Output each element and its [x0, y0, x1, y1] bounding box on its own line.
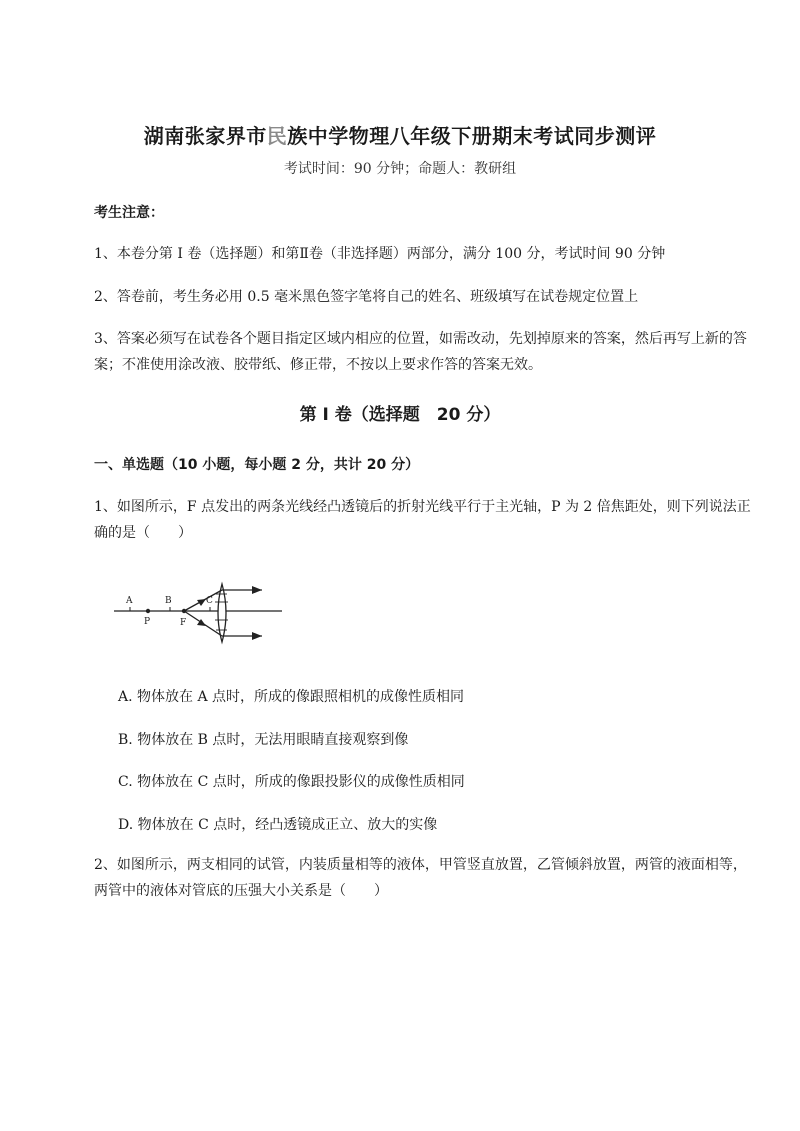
point-p	[146, 609, 150, 613]
q1-option-b[interactable]: B. 物体放在 B 点时，无法用眼睛直接观察到像	[118, 732, 409, 748]
q1-option-a[interactable]: A. 物体放在 A 点时，所成的像跟照相机的成像性质相同	[118, 689, 465, 705]
notice-item-2: 2、答卷前，考生务必用 0.5 毫米黑色签字笔将自己的姓名、班级填写在试卷规定位置上	[94, 289, 639, 305]
convex-lens-diagram	[112, 580, 288, 660]
q1-option-c[interactable]: C. 物体放在 C 点时，所成的像跟投影仪的成像性质相同	[118, 774, 465, 790]
notice-item-3: 3、答案必须写在试卷各个题目指定区域内相应的位置，如需改动，先划掉原来的答案，然后再写上新的答案；不准使用涂改液、胶带纸、修正带，不按以上要求作答的答案无效。	[94, 331, 747, 373]
title-part-1: 湖南张家界市	[143, 124, 267, 148]
q1-option-d[interactable]: D. 物体放在 C 点时，经凸透镜成正立、放大的实像	[118, 817, 438, 833]
label-p: P	[144, 617, 151, 627]
label-c: C	[206, 596, 213, 606]
question-2-stem: 2、如图所示，两支相同的试管，内装质量相等的液体，甲管竖直放置，乙管倾斜放置，两管的液面相等，两管中的液体对管底的压强大小关系是（ ）	[94, 857, 747, 899]
label-a: A	[126, 596, 133, 606]
notice-item-1: 1、本卷分第 I 卷（选择题）和第Ⅱ卷（非选择题）两部分，满分 100 分，考试时间 90 分钟	[94, 246, 666, 262]
page-title	[0, 120, 800, 149]
question-1-stem: 1、如图所示，F 点发出的两条光线经凸透镜后的折射光线平行于主光轴，P 为 2 倍焦距处，则下列说法正确的是（ ）	[94, 499, 751, 541]
arrow-lower-out	[252, 632, 262, 640]
notice-heading: 考生注意：	[94, 205, 164, 221]
section-title: 第 I 卷（选择题 20 分）	[299, 405, 501, 425]
exam-subtitle: 考试时间：90 分钟；命题人：教研组	[283, 161, 517, 177]
title-part-3: 族中学物理八年级下册期末考试同步测评	[287, 124, 657, 148]
part-heading: 一、单选题（10 小题，每小题 2 分，共计 20 分）	[94, 457, 420, 473]
title-part-2: 民	[266, 124, 288, 148]
arrow-upper-out	[252, 586, 262, 594]
label-b: B	[165, 596, 172, 606]
convex-lens	[218, 584, 226, 642]
label-f: F	[180, 618, 187, 628]
